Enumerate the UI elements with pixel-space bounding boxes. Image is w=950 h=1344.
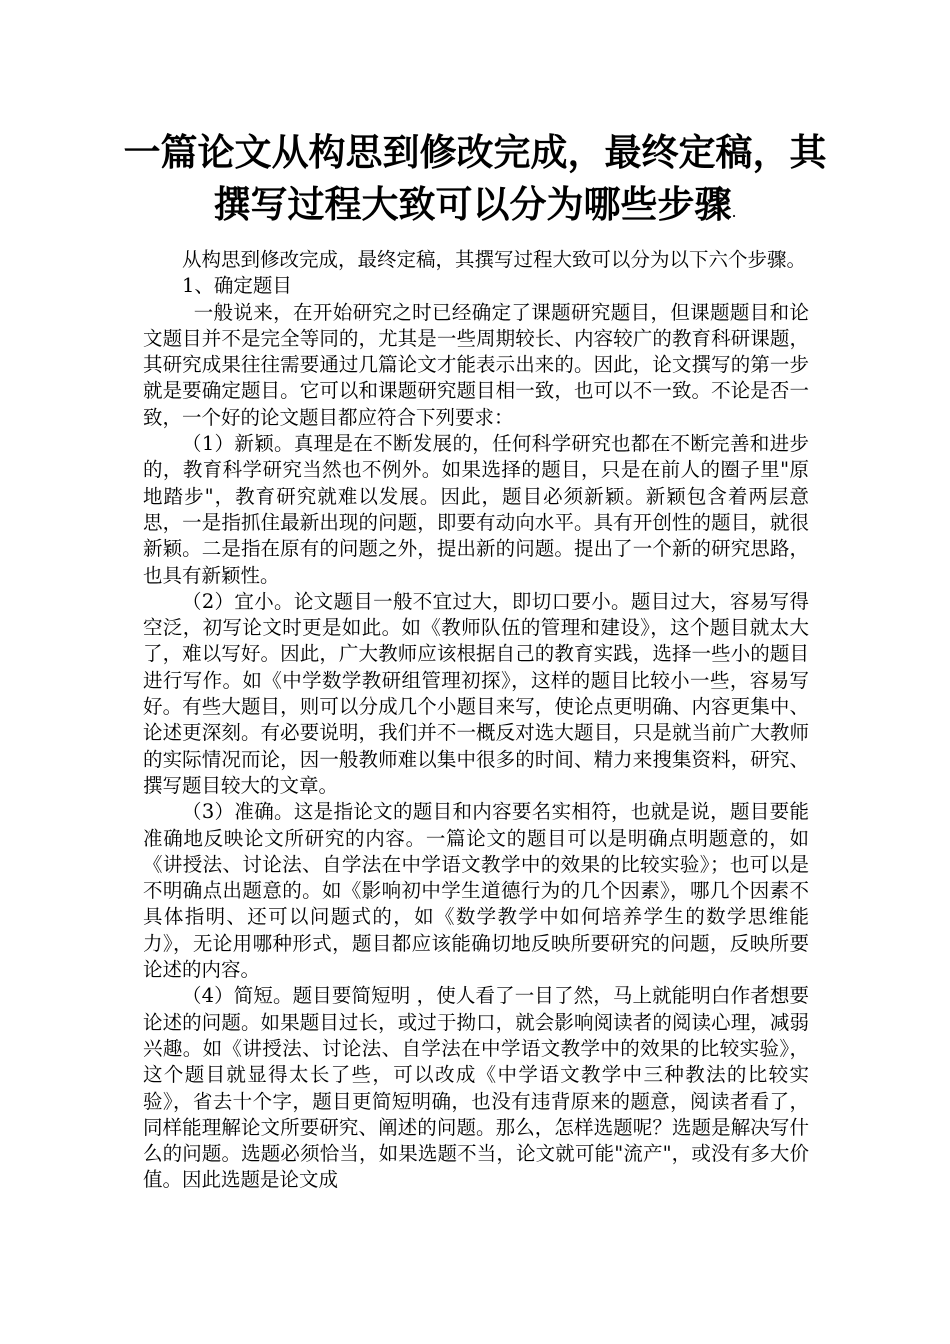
paragraph-small: （2）宜小。论文题目一般不宜过大，即切口要小。题目过大，容易写得空泛，初写论文时更是如此。如《教师队伍的管理和建设》，这个题目就太大了，难以写好。因此，广大教师应该根据自己的教育实践，选择一些小的题目进行写作。如《中学数学教研组管理初探》，这样的题目比较小一些，容易写好。有些大题目，则可以分成几个小题目来写，使论点更明确、内容更集中、论述更深刻。有必要说明，我们并不一概反对选大题目，只是就当前广大教师的实际情况而论，因一般教师难以集中很多的时间、精力来搜集资料，研究、撰写题目较大的文章。 [143,589,809,797]
paragraph-short: （4）简短。题目要简短明 ，使人看了一目了然，马上就能明白作者想要论述的问题。如果题目过长，或过于拗口，就会影响阅读者的阅读心理，减弱兴趣。如《讲授法、讨论法、自学法在中学语文教学中的效果的比较实验》，这个题目就显得太长了些，可以改成《中学语文教学中三种教法的比较实验》，省去十个字，题目更简短明确，也没有违背原来的题意，阅读者看了，同样能理解论文所要研究、阐述的问题。那么，怎样选题呢？选题是解决写什么的问题。选题必须恰当，如果选题不当，论文就可能"流产"，或没有多大价值。因此选题是论文成 [143,984,809,1192]
paragraph-novel: （1）新颖。真理是在不断发展的，任何科学研究也都在不断完善和进步的，教育科学研究当然也不例外。如果选择的题目，只是在前人的圈子里"原地踏步"，教育研究就难以发展。因此，题目必须新颖。新颖包含着两层意思，一是指抓住最新出现的问题，即要有动向水平。具有开创性的题目，就很新颖。二是指在原有的问题之外，提出新的问题。提出了一个新的研究思路，也具有新颖性。 [143,432,809,587]
intro-paragraph: 从构思到修改完成，最终定稿，其撰写过程大致可以分为以下六个步骤。 [182,248,807,271]
document-title [100,126,850,238]
paragraph-general: 一般说来，在开始研究之时已经确定了课题研究题目，但课题题目和论文题目并不是完全等同的，尤其是一些周期较长、内容较广的教育科研课题，其研究成果往往需要通过几篇论文才能表示出来的。因此，论文撰写的第一步就是要确定题目。它可以和课题研究题目相一致，也可以不一致。不论是否一致，一个好的论文题目都应符合下列要求： [143,300,809,429]
title-line-1: 一篇论文从构思到修改完成，最终定稿，其 [123,130,827,174]
title-line-2-text: 撰写过程大致可以分为哪些步骤 [213,182,732,226]
paragraph-accurate: （3）准确。这是指论文的题目和内容要名实相符，也就是说，题目要能准确地反映论文所研究的内容。一篇论文的题目可以是明确点明题意的，如《讲授法、讨论法、自学法在中学语文教学中的效果的比较实验》；也可以是不明确点出题意的。如《影响初中学生道德行为的几个因素》，哪几个因素不具体指明、还可以问题式的，如《数学教学中如何培养学生的数学思维能力》，无论用哪种形式，题目都应该能确切地反映所要研究的问题，反映所要论述的内容。 [143,800,809,982]
title-trailing-dot: . [731,202,737,221]
document-body [143,247,809,1194]
title-line-2 [100,178,850,238]
section-heading-1: 1、确定题目 [182,274,292,298]
